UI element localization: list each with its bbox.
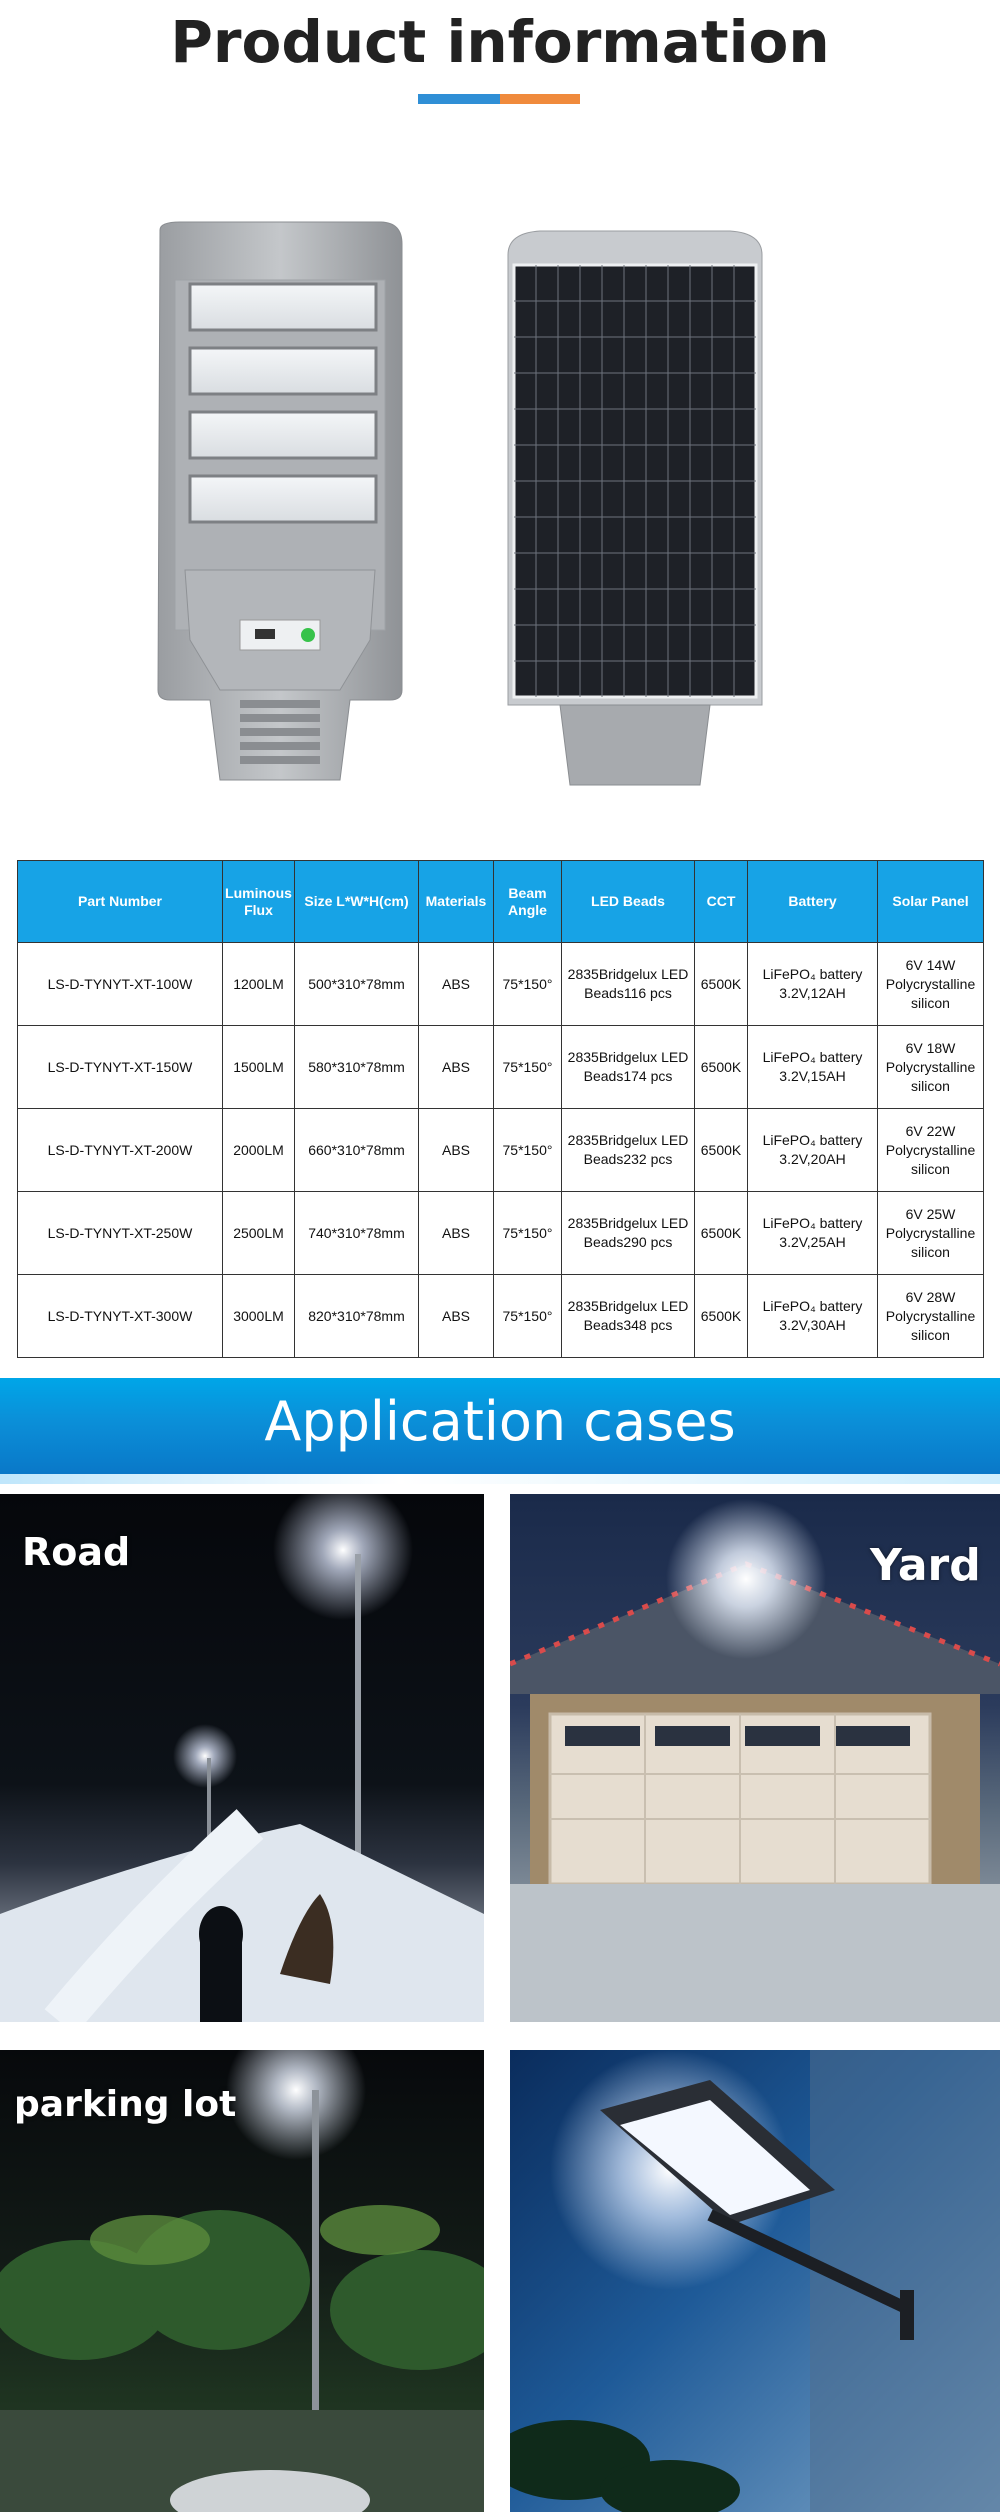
table-row [18, 1109, 984, 1192]
table-cell: 500*310*78mm [295, 943, 419, 1026]
case-label-parking-lot: parking lot [14, 2084, 237, 2125]
table-cell: LiFePO₄ battery 3.2V,20AH [748, 1109, 878, 1192]
table-row [18, 943, 984, 1026]
table-cell: LiFePO₄ battery 3.2V,30AH [748, 1275, 878, 1358]
application-banner [0, 1378, 1000, 1474]
table-cell: 6V 28W Polycrystalline silicon [878, 1275, 984, 1358]
column-header: Beam Angle [494, 861, 562, 943]
banner-divider [0, 1474, 1000, 1484]
table-cell: ABS [419, 1275, 494, 1358]
table-cell: 6V 14W Polycrystalline silicon [878, 943, 984, 1026]
column-header: Luminous Flux [223, 861, 295, 943]
table-cell: 3000LM [223, 1275, 295, 1358]
table-cell: LS-D-TYNYT-XT-250W [18, 1192, 223, 1275]
page-title: Product information [170, 8, 830, 76]
table-cell: LS-D-TYNYT-XT-300W [18, 1275, 223, 1358]
table-row [18, 1026, 984, 1109]
table-cell: 2500LM [223, 1192, 295, 1275]
column-header: Size L*W*H(cm) [295, 861, 419, 943]
table-cell: 2835Bridgelux LED Beads290 pcs [562, 1192, 695, 1275]
column-header: Battery [748, 861, 878, 943]
table-cell: 660*310*78mm [295, 1109, 419, 1192]
case-wall-mounted-lamp-photo [510, 2050, 1000, 2512]
column-header: Solar Panel [878, 861, 984, 943]
table-cell: 2835Bridgelux LED Beads174 pcs [562, 1026, 695, 1109]
table-cell: ABS [419, 1192, 494, 1275]
table-cell: LS-D-TYNYT-XT-150W [18, 1026, 223, 1109]
table-cell: 75*150° [494, 1275, 562, 1358]
table-cell: 6500K [695, 943, 748, 1026]
table-cell: 1200LM [223, 943, 295, 1026]
led-street-light-front-image [140, 220, 420, 800]
column-header: CCT [695, 861, 748, 943]
table-cell: 740*310*78mm [295, 1192, 419, 1275]
table-cell: 6V 22W Polycrystalline silicon [878, 1109, 984, 1192]
table-cell: LiFePO₄ battery 3.2V,25AH [748, 1192, 878, 1275]
table-cell: LS-D-TYNYT-XT-100W [18, 943, 223, 1026]
table-cell: ABS [419, 1109, 494, 1192]
table-cell: 2835Bridgelux LED Beads116 pcs [562, 943, 695, 1026]
case-road-photo [0, 1494, 484, 2022]
table-cell: 2835Bridgelux LED Beads348 pcs [562, 1275, 695, 1358]
specification-table [17, 860, 984, 1358]
table-cell: 2000LM [223, 1109, 295, 1192]
table-cell: 6500K [695, 1026, 748, 1109]
table-cell: 580*310*78mm [295, 1026, 419, 1109]
table-row [18, 1192, 984, 1275]
table-cell: 6500K [695, 1275, 748, 1358]
case-label-yard: Yard [870, 1540, 981, 1591]
column-header: Materials [419, 861, 494, 943]
table-cell: 75*150° [494, 1026, 562, 1109]
table-cell: 820*310*78mm [295, 1275, 419, 1358]
table-header-row [18, 861, 984, 943]
table-cell: 6500K [695, 1192, 748, 1275]
table-cell: 1500LM [223, 1026, 295, 1109]
solar-panel-back-image [500, 225, 770, 795]
case-label-road: Road [22, 1530, 131, 1574]
case-yard-photo [510, 1494, 1000, 2022]
table-cell: ABS [419, 1026, 494, 1109]
table-cell: 6500K [695, 1109, 748, 1192]
column-header: LED Beads [562, 861, 695, 943]
table-cell: 6V 25W Polycrystalline silicon [878, 1192, 984, 1275]
table-cell: ABS [419, 943, 494, 1026]
title-accent-orange [500, 94, 580, 104]
application-title: Application cases [264, 1390, 736, 1453]
table-cell: 75*150° [494, 943, 562, 1026]
column-header: Part Number [18, 861, 223, 943]
case-parking-lot-photo [0, 2050, 484, 2512]
title-accent-blue [418, 94, 500, 104]
table-cell: 75*150° [494, 1192, 562, 1275]
table-cell: 2835Bridgelux LED Beads232 pcs [562, 1109, 695, 1192]
table-cell: LiFePO₄ battery 3.2V,15AH [748, 1026, 878, 1109]
table-row [18, 1275, 984, 1358]
table-cell: LiFePO₄ battery 3.2V,12AH [748, 943, 878, 1026]
table-cell: 75*150° [494, 1109, 562, 1192]
table-cell: 6V 18W Polycrystalline silicon [878, 1026, 984, 1109]
table-cell: LS-D-TYNYT-XT-200W [18, 1109, 223, 1192]
wall-lamp-scene-icon [510, 2050, 1000, 2512]
